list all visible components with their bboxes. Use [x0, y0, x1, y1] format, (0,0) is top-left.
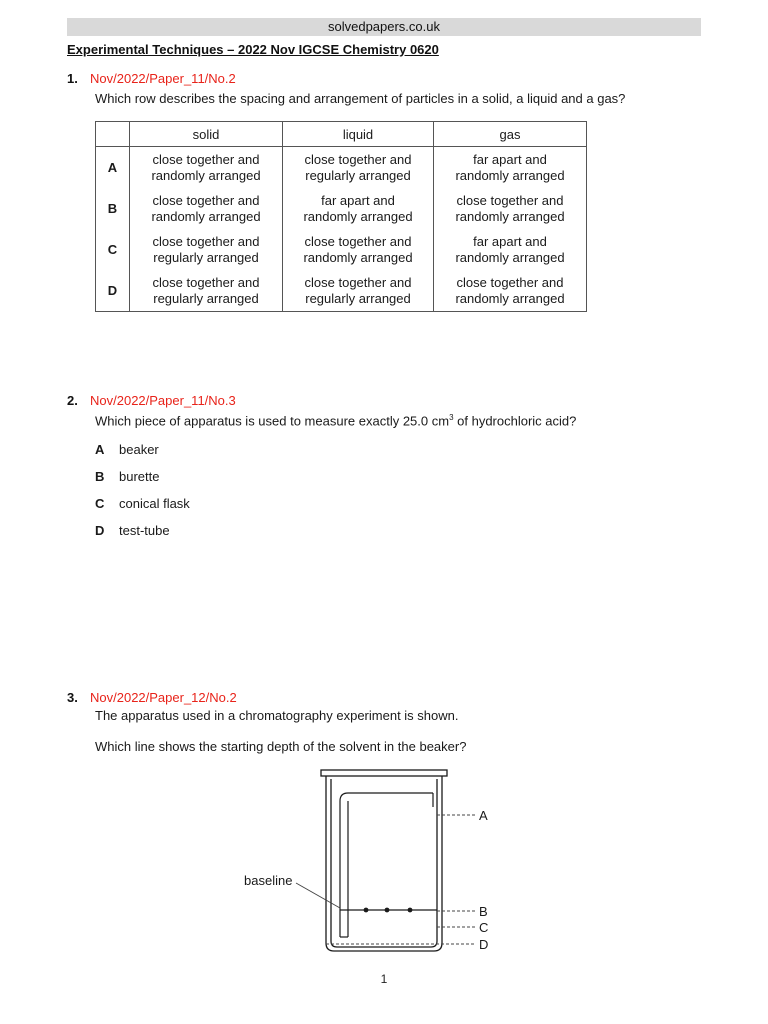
table-row	[96, 229, 587, 270]
cell-line: close together and	[456, 192, 564, 208]
table-cell	[130, 229, 283, 270]
cell-line: regularly arranged	[305, 167, 411, 183]
question-3-prompt-2: Which line shows the starting depth of the solvent in the beaker?	[95, 739, 467, 754]
table-header-gas: gas	[434, 122, 587, 147]
cell-line: close together and	[152, 192, 260, 208]
question-2-reference: Nov/2022/Paper_11/No.3	[90, 393, 236, 408]
table-row	[96, 188, 587, 229]
table-header-row	[96, 122, 587, 147]
prompt-text: of hydrochloric acid?	[453, 413, 577, 429]
beaker-inner-wall	[331, 779, 437, 947]
table-cell	[434, 229, 587, 270]
table-cell	[130, 270, 283, 312]
document-title: Experimental Techniques – 2022 Nov IGCSE Chemistry 0620	[67, 42, 439, 57]
cell-line: close together and	[152, 151, 260, 167]
cell-line: close together and	[304, 233, 412, 249]
cell-line: regularly arranged	[305, 290, 411, 306]
superscript-3: 3	[449, 413, 454, 422]
question-2-prompt	[95, 413, 576, 428]
sample-spot	[364, 908, 369, 913]
prompt-text: Which piece of apparatus is used to measure exactly 25.0 cm	[95, 413, 450, 429]
row-label: A	[96, 147, 130, 189]
question-2-number: 2.	[67, 393, 78, 408]
baseline-pointer	[296, 883, 340, 908]
option-text: conical flask	[119, 496, 190, 511]
label-c: C	[479, 920, 489, 935]
label-a: A	[479, 808, 488, 823]
chromatography-paper	[340, 793, 437, 937]
question-1-number: 1.	[67, 71, 78, 86]
table-header-solid: solid	[130, 122, 283, 147]
label-b: B	[479, 904, 488, 919]
row-label: D	[96, 270, 130, 312]
option-text: beaker	[119, 442, 159, 457]
cell-line: far apart and	[473, 233, 547, 249]
question-3-prompt-1: The apparatus used in a chromatography experiment is shown.	[95, 708, 459, 723]
beaker-outer-wall	[326, 776, 442, 951]
table-cell	[283, 229, 434, 270]
option-letter: C	[95, 496, 105, 511]
option-b	[95, 469, 159, 484]
beaker-rim	[321, 770, 447, 776]
table-cell	[130, 147, 283, 189]
page-number: 1	[380, 972, 388, 986]
chromatography-diagram	[230, 765, 510, 960]
table-cell	[130, 188, 283, 229]
cell-line: randomly arranged	[151, 208, 261, 224]
sample-spot	[385, 908, 390, 913]
table-cell	[434, 270, 587, 312]
cell-line: randomly arranged	[303, 208, 413, 224]
sample-spot	[408, 908, 413, 913]
site-header-bar: solvedpapers.co.uk	[67, 18, 701, 36]
paper-outline	[340, 793, 433, 937]
option-c	[95, 496, 190, 511]
particles-table	[95, 121, 587, 312]
cell-line: close together and	[152, 233, 260, 249]
option-d	[95, 523, 170, 538]
question-3-number: 3.	[67, 690, 78, 705]
cell-line: randomly arranged	[455, 249, 565, 265]
label-d: D	[479, 937, 489, 952]
cell-line: close together and	[456, 274, 564, 290]
table-cell	[283, 147, 434, 189]
table-cell	[283, 270, 434, 312]
cell-line: randomly arranged	[455, 208, 565, 224]
question-3-reference: Nov/2022/Paper_12/No.2	[90, 690, 237, 705]
cell-line: randomly arranged	[455, 167, 565, 183]
cell-line: regularly arranged	[153, 290, 259, 306]
option-text: test-tube	[119, 523, 170, 538]
cell-line: randomly arranged	[303, 249, 413, 265]
option-letter: B	[95, 469, 105, 484]
row-label: C	[96, 229, 130, 270]
table-row	[96, 270, 587, 312]
table-corner-cell	[96, 122, 130, 147]
cell-line: far apart and	[473, 151, 547, 167]
cell-line: close together and	[152, 274, 260, 290]
table-cell	[434, 147, 587, 189]
cell-line: close together and	[304, 151, 412, 167]
option-a	[95, 442, 159, 457]
baseline-label: baseline	[244, 873, 293, 888]
option-letter: D	[95, 523, 105, 538]
option-text: burette	[119, 469, 160, 484]
cell-line: far apart and	[321, 192, 395, 208]
table-row	[96, 147, 587, 189]
cell-line: close together and	[304, 274, 412, 290]
cell-line: randomly arranged	[455, 290, 565, 306]
option-letter: A	[95, 442, 105, 457]
table-cell	[434, 188, 587, 229]
cell-line: randomly arranged	[151, 167, 261, 183]
question-1-prompt: Which row describes the spacing and arrangement of particles in a solid, a liquid and a gas?	[95, 91, 626, 106]
table-cell	[283, 188, 434, 229]
table-header-liquid: liquid	[283, 122, 434, 147]
question-1-reference: Nov/2022/Paper_11/No.2	[90, 71, 236, 86]
row-label: B	[96, 188, 130, 229]
cell-line: regularly arranged	[153, 249, 259, 265]
